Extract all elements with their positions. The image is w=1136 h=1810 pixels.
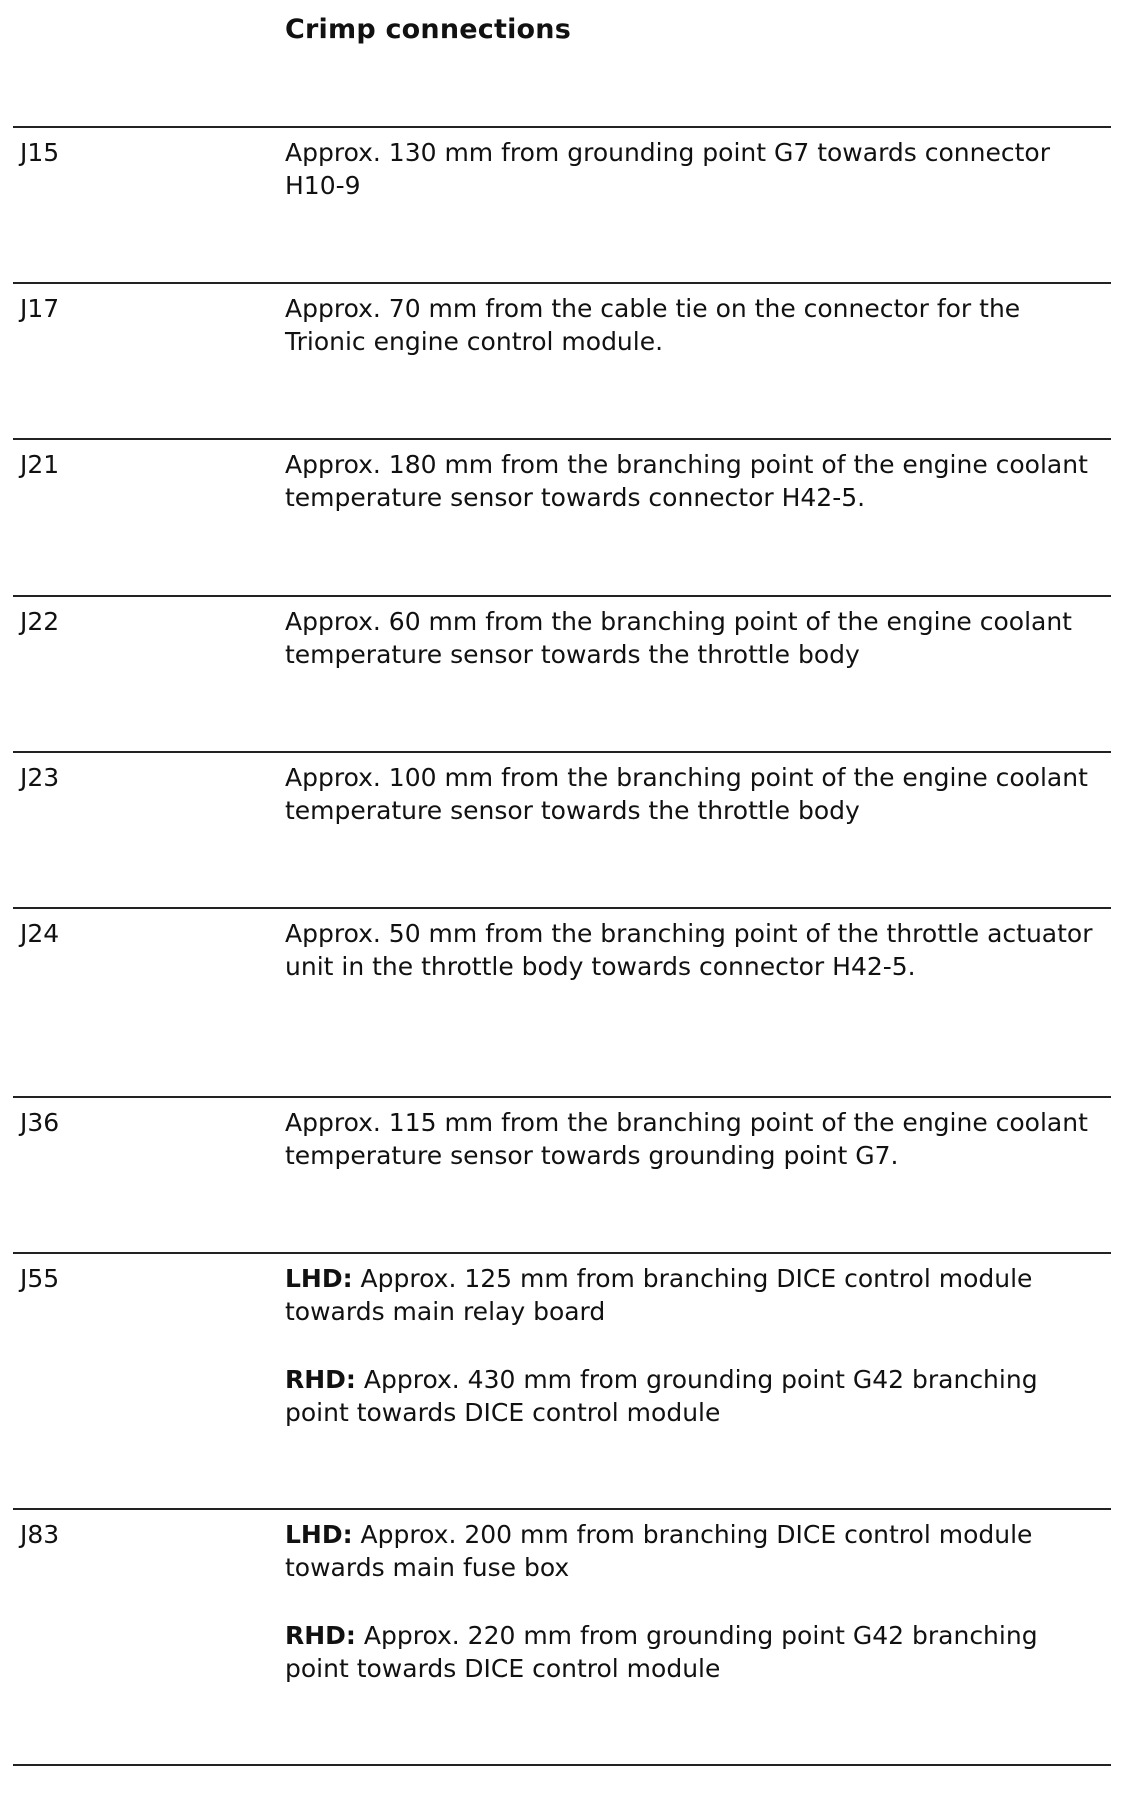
connection-description — [285, 917, 1105, 983]
page-title: Crimp connections — [285, 14, 571, 45]
description-paragraph — [285, 1106, 1105, 1172]
connection-code: J83 — [20, 1520, 60, 1549]
connection-code: J23 — [20, 763, 60, 792]
connection-description — [285, 1262, 1105, 1429]
description-text: Approx. 130 mm from grounding point G7 towards connector H10-9 — [285, 138, 1050, 200]
connection-code: J21 — [20, 450, 60, 479]
connection-description — [285, 605, 1105, 671]
connection-code: J17 — [20, 294, 60, 323]
connection-description — [285, 761, 1105, 827]
connection-description — [285, 1106, 1105, 1172]
description-text: Approx. 200 mm from branching DICE control module towards main fuse box — [285, 1520, 1033, 1582]
description-paragraph — [285, 761, 1105, 827]
description-paragraph-rhd — [285, 1619, 1105, 1685]
description-text: Approx. 220 mm from grounding point G42 branching point towards DICE control module — [285, 1621, 1038, 1683]
description-paragraph — [285, 605, 1105, 671]
description-text: Approx. 50 mm from the branching point of the throttle actuator unit in the throttle body towards connector H42-5. — [285, 919, 1093, 981]
description-paragraph-rhd — [285, 1363, 1105, 1429]
connection-code: J36 — [20, 1108, 60, 1137]
description-text: Approx. 430 mm from grounding point G42 branching point towards DICE control module — [285, 1365, 1038, 1427]
description-text: Approx. 115 mm from the branching point of the engine coolant temperature sensor towards grounding point G7. — [285, 1108, 1088, 1170]
row-divider — [13, 1764, 1111, 1766]
row-divider — [13, 282, 1111, 284]
drive-side-label: LHD: — [285, 1520, 353, 1549]
description-text: Approx. 70 mm from the cable tie on the connector for the Trionic engine control module. — [285, 294, 1021, 356]
row-divider — [13, 126, 1111, 128]
connection-code: J24 — [20, 919, 60, 948]
connection-description — [285, 292, 1105, 358]
row-divider — [13, 438, 1111, 440]
connection-code: J15 — [20, 138, 60, 167]
description-paragraph-lhd — [285, 1262, 1105, 1328]
row-divider — [13, 595, 1111, 597]
connection-description — [285, 1518, 1105, 1685]
description-text: Approx. 180 mm from the branching point of the engine coolant temperature sensor towards connector H42-5. — [285, 450, 1088, 512]
row-divider — [13, 907, 1111, 909]
connection-description — [285, 136, 1105, 202]
connection-code: J22 — [20, 607, 60, 636]
description-paragraph — [285, 136, 1105, 202]
row-divider — [13, 751, 1111, 753]
row-divider — [13, 1508, 1111, 1510]
row-divider — [13, 1096, 1111, 1098]
connection-description — [285, 448, 1105, 514]
drive-side-label: LHD: — [285, 1264, 353, 1293]
description-paragraph — [285, 917, 1105, 983]
connection-code: J55 — [20, 1264, 60, 1293]
drive-side-label: RHD: — [285, 1621, 356, 1650]
description-text: Approx. 125 mm from branching DICE control module towards main relay board — [285, 1264, 1033, 1326]
description-paragraph — [285, 292, 1105, 358]
row-divider — [13, 1252, 1111, 1254]
description-paragraph — [285, 448, 1105, 514]
description-text: Approx. 60 mm from the branching point of the engine coolant temperature sensor towards the throttle body — [285, 607, 1072, 669]
drive-side-label: RHD: — [285, 1365, 356, 1394]
description-paragraph-lhd — [285, 1518, 1105, 1584]
description-text: Approx. 100 mm from the branching point of the engine coolant temperature sensor towards the throttle body — [285, 763, 1088, 825]
